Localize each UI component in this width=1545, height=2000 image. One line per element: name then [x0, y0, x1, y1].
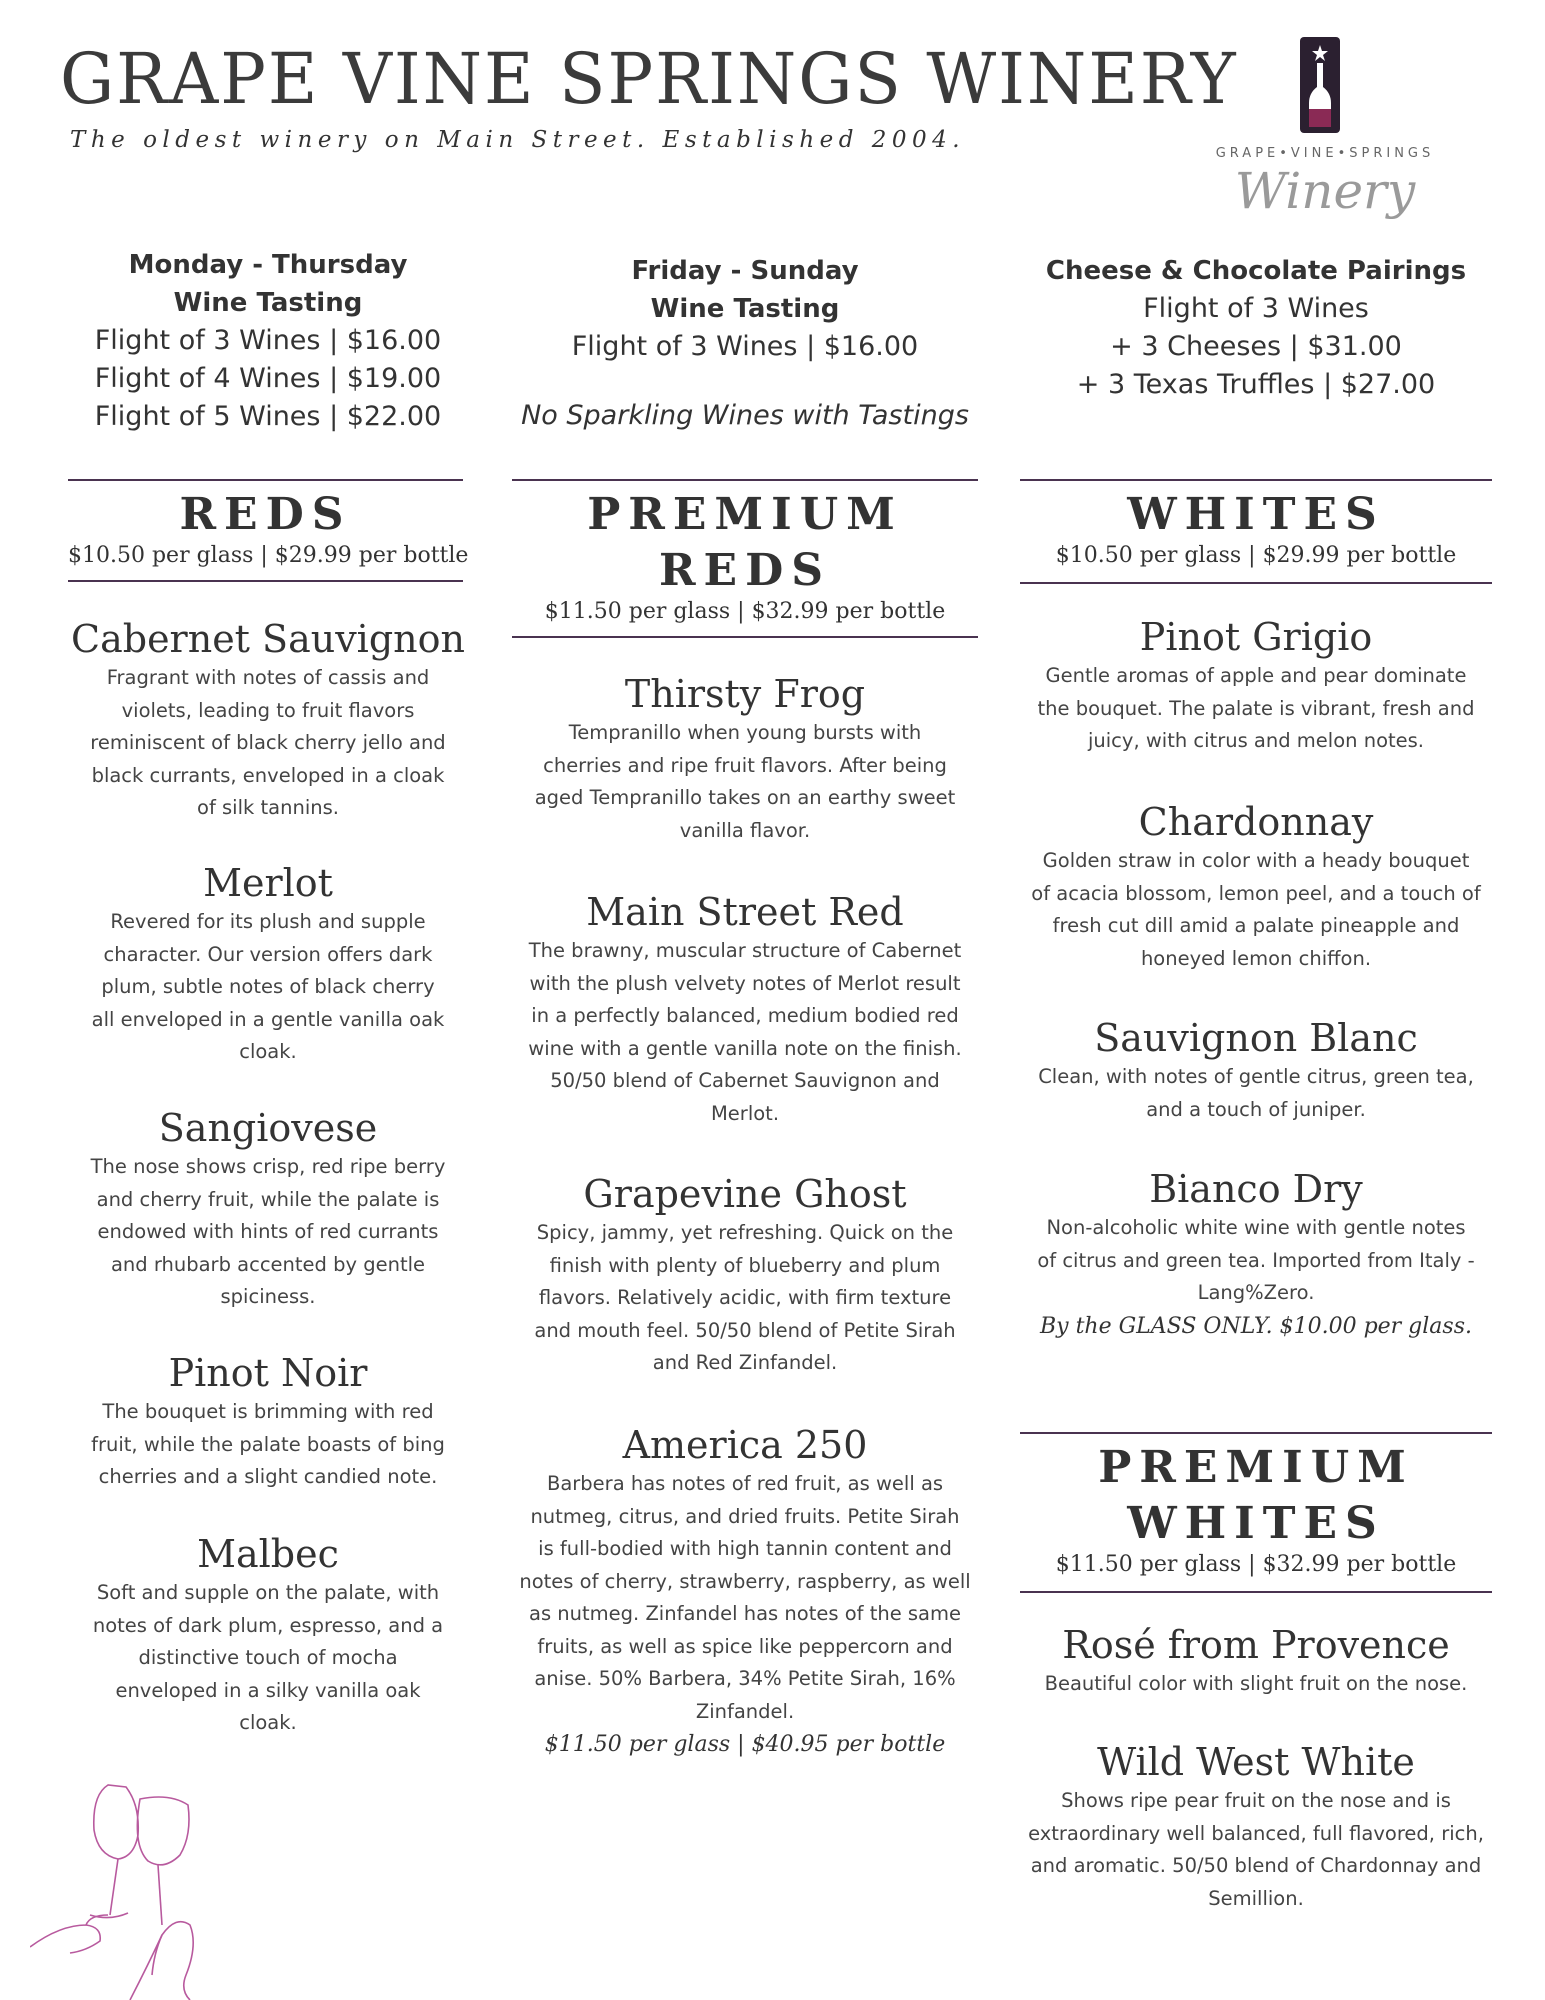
premium-whites-header	[1020, 1440, 1492, 1577]
premium-whites-bottom-rule	[1020, 1591, 1492, 1593]
wine-desc-line: of silk tannins.	[197, 796, 339, 819]
logo-script-text: Winery	[1234, 162, 1416, 220]
wine-desc-line: Beautiful color with slight fruit on the nose.	[1044, 1672, 1468, 1695]
wine-desc-line: the bouquet. The palate is vibrant, fresh and	[1037, 696, 1475, 720]
wine-desc-line: and a touch of juniper.	[1146, 1097, 1366, 1121]
wine-desc-line: anise. 50% Barbera, 34% Petite Sirah, 16%	[534, 1667, 956, 1690]
wine-desc-line: and rhubarb accented by gentle	[110, 1252, 426, 1276]
wine-desc-line: vanilla flavor.	[679, 818, 811, 842]
wine-wild-west-white	[1020, 1739, 1492, 1915]
weekday-tasting	[68, 246, 468, 436]
wine-name: Chardonnay	[1138, 800, 1374, 844]
wine-desc-line: aged Tempranillo takes on an earthy sweet	[534, 786, 956, 809]
wine-desc-line: flavors. Relatively acidic, with firm texture	[538, 1286, 952, 1309]
wine-desc-line: black currants, enveloped in a cloak	[91, 763, 445, 787]
premium-reds-price: $11.50 per glass | $32.99 per bottle	[544, 599, 946, 624]
wine-desc-line: all enveloped in a gentle vanilla oak	[91, 1007, 445, 1031]
wine-desc-line: is full-bodied with high tannin content and	[538, 1537, 952, 1560]
wine-desc-line: spiciness.	[220, 1285, 316, 1308]
wine-name: Wild West White	[1097, 1740, 1415, 1784]
weekend-heading-line1: Friday - Sunday	[631, 256, 859, 286]
reds-bottom-rule	[68, 580, 463, 582]
wine-desc-line: Revered for its plush and supple	[110, 910, 426, 933]
wine-desc-line: and aromatic. 50/50 blend of Chardonnay and	[1030, 1854, 1482, 1877]
america-250-price: $11.50 per glass | $40.95 per bottle	[544, 1732, 946, 1757]
pairings-tasting	[1020, 252, 1492, 404]
weekend-flight-3: Flight of 3 Wines | $16.00	[571, 331, 919, 362]
wine-bottle-icon	[1300, 37, 1340, 133]
wine-name: Cabernet Sauvignon	[71, 617, 465, 661]
wine-desc-line: extraordinary well balanced, full flavored, rich,	[1028, 1821, 1484, 1845]
wine-desc-line: Gentle aromas of apple and pear dominate	[1045, 664, 1467, 687]
whites-title: WHITES	[1127, 489, 1385, 540]
wine-desc-line: enveloped in a silky vanilla oak	[115, 1678, 421, 1702]
reds-header	[68, 487, 469, 568]
wine-desc-line: The brawny, muscular structure of Cabernet	[528, 939, 962, 962]
wine-desc-line: fresh cut dill amid a palate pineapple and	[1052, 914, 1460, 937]
wine-desc-line: nutmeg, citrus, and dried fruits. Petite Sirah	[530, 1504, 960, 1528]
wine-malbec	[68, 1531, 468, 1740]
bianco-dry-note: By the GLASS ONLY. $10.00 per glass.	[1040, 1313, 1472, 1339]
wine-desc-line: of acacia blossom, lemon peel, and a touch of	[1031, 881, 1481, 905]
wine-desc-line: Lang%Zero.	[1197, 1281, 1315, 1304]
wine-name: Thirsty Frog	[624, 672, 866, 716]
wine-desc-line: notes of cherry, strawberry, raspberry, as well	[519, 1569, 971, 1593]
wine-desc-line: cloak.	[239, 1711, 297, 1734]
wine-desc-line: in a perfectly balanced, medium bodied red	[531, 1004, 959, 1027]
wine-sangiovese	[68, 1105, 468, 1314]
wine-desc-line: Non-alcoholic white wine with gentle notes	[1046, 1216, 1466, 1239]
pairings-heading: Cheese & Chocolate Pairings	[1045, 256, 1467, 286]
wine-desc-line: Spicy, jammy, yet refreshing. Quick on the	[536, 1221, 954, 1244]
wine-glass-icon	[137, 1797, 189, 1925]
wine-desc-line: cherries and ripe fruit flavors. After being	[543, 753, 947, 777]
wine-thirsty-frog	[512, 671, 978, 847]
whites-bottom-rule	[1020, 582, 1492, 584]
tagline: The oldest winery on Main Street. Established 2004.	[70, 127, 966, 153]
wine-rose-from-provence	[1020, 1622, 1492, 1701]
wine-desc-line: with the plush velvety notes of Merlot result	[529, 971, 961, 995]
wine-cabernet-sauvignon	[68, 616, 468, 825]
reds-top-rule	[68, 479, 463, 481]
whites-price: $10.50 per glass | $29.99 per bottle	[1055, 543, 1457, 568]
premium-reds-title-line1: PREMIUM	[587, 489, 903, 540]
wine-desc-line: distinctive touch of mocha	[138, 1646, 398, 1669]
wine-name: Pinot Noir	[168, 1351, 368, 1395]
wine-desc-line: character. Our version offers dark	[103, 942, 433, 966]
wine-name: America 250	[622, 1423, 868, 1467]
wine-name: Bianco Dry	[1149, 1167, 1363, 1211]
wine-desc-line: Barbera has notes of red fruit, as well as	[546, 1472, 944, 1495]
wine-desc-line: Fragrant with notes of cassis and	[106, 666, 430, 689]
wine-america-250	[512, 1422, 978, 1757]
wine-desc-line: cloak.	[239, 1040, 297, 1063]
wine-desc-line: plum, subtle notes of black cherry	[101, 975, 435, 998]
weekday-flight-5: Flight of 5 Wines | $22.00	[94, 401, 442, 432]
page-title: GRAPE VINE SPRINGS WINERY	[60, 38, 1238, 120]
wine-desc-line: cherries and a slight candied note.	[98, 1465, 438, 1488]
toasting-glasses-illustration	[30, 1775, 230, 2000]
pairings-line-3: + 3 Texas Truffles | $27.00	[1076, 369, 1436, 400]
wine-desc-line: as nutmeg. Zinfandel has notes of the same	[529, 1602, 961, 1625]
wine-desc-line: Soft and supple on the palate, with	[96, 1581, 440, 1604]
wine-desc-line: Tempranillo when young bursts with	[568, 721, 922, 744]
weekend-heading-line2: Wine Tasting	[650, 294, 840, 324]
wine-desc-line: fruits, as well as spice like peppercorn and	[537, 1634, 953, 1658]
premium-reds-header	[512, 487, 978, 624]
premium-reds-bottom-rule	[512, 636, 978, 638]
pairings-line-2: + 3 Cheeses | $31.00	[1110, 331, 1402, 362]
wine-desc-line: The bouquet is brimming with red	[102, 1400, 434, 1423]
wine-desc-line: Golden straw in color with a heady bouquet	[1042, 849, 1470, 872]
premium-reds-top-rule	[512, 479, 978, 481]
wine-desc-line: and cherry fruit, while the palate is	[96, 1187, 440, 1211]
wine-desc-line: of citrus and green tea. Imported from Italy -	[1037, 1248, 1475, 1272]
wine-chardonnay	[1020, 799, 1492, 975]
weekday-heading-line2: Wine Tasting	[173, 288, 363, 318]
wine-name: Merlot	[203, 861, 333, 905]
winery-logo	[1205, 35, 1445, 255]
premium-whites-title-line1: PREMIUM	[1098, 1442, 1414, 1493]
wine-desc-line: Shows ripe pear fruit on the nose and is	[1061, 1789, 1451, 1812]
whites-header	[1020, 487, 1492, 568]
wine-desc-line: finish with plenty of blueberry and plum	[549, 1253, 941, 1277]
wine-desc-line: juicy, with citrus and melon notes.	[1087, 729, 1424, 752]
wine-desc-line: and Red Zinfandel.	[652, 1351, 838, 1374]
wine-name: Sauvignon Blanc	[1094, 1016, 1418, 1060]
weekday-heading-line1: Monday - Thursday	[128, 250, 408, 280]
logo-top-text: GRAPE•VINE•SPRINGS	[1215, 146, 1435, 161]
wine-desc-line: violets, leading to fruit flavors	[121, 698, 415, 722]
wine-desc-line: endowed with hints of red currants	[97, 1220, 439, 1243]
wine-desc-line: notes of dark plum, espresso, and a	[92, 1613, 444, 1637]
wine-desc-line: Clean, with notes of gentle citrus, green tea,	[1038, 1065, 1474, 1088]
wine-pinot-grigio	[1020, 614, 1492, 758]
wine-desc-line: and mouth feel. 50/50 blend of Petite Sirah	[534, 1318, 956, 1342]
wine-name: Malbec	[197, 1532, 339, 1576]
wine-name: Pinot Grigio	[1139, 615, 1373, 659]
whites-top-rule	[1020, 479, 1492, 481]
weekday-flight-4: Flight of 4 Wines | $19.00	[94, 363, 442, 394]
premium-reds-title-line2: REDS	[658, 545, 832, 596]
premium-whites-top-rule	[1020, 1432, 1492, 1434]
reds-price: $10.50 per glass | $29.99 per bottle	[68, 543, 469, 568]
wine-desc-line: fruit, while the palate boasts of bing	[91, 1432, 445, 1456]
wine-desc-line: Zinfandel.	[695, 1699, 795, 1723]
reds-title: REDS	[179, 489, 352, 540]
wine-desc-line: Merlot.	[710, 1101, 780, 1125]
premium-whites-price: $11.50 per glass | $32.99 per bottle	[1055, 1552, 1457, 1577]
tasting-note: No Sparkling Wines with Tastings	[521, 400, 969, 431]
wine-name: Sangiovese	[158, 1106, 378, 1150]
wine-name: Rosé from Provence	[1062, 1623, 1450, 1667]
wine-desc-line: honeyed lemon chiffon.	[1140, 946, 1372, 970]
wine-desc-line: wine with a gentle vanilla note on the finish.	[528, 1036, 962, 1060]
wine-desc-line: The nose shows crisp, red ripe berry	[90, 1155, 446, 1178]
wine-sauvignon-blanc	[1020, 1015, 1492, 1126]
weekday-flight-3: Flight of 3 Wines | $16.00	[94, 325, 442, 356]
wine-desc-line: reminiscent of black cherry jello and	[90, 731, 446, 754]
wine-glass-icon	[90, 1785, 138, 1918]
wine-main-street-red	[512, 889, 978, 1130]
wine-merlot	[68, 860, 468, 1069]
wine-bianco-dry	[1020, 1166, 1492, 1339]
wine-desc-line: Semillion.	[1208, 1886, 1304, 1910]
weekend-tasting	[512, 252, 978, 431]
wine-grapevine-ghost	[512, 1171, 978, 1380]
wine-pinot-noir	[68, 1350, 468, 1494]
wine-name: Main Street Red	[586, 890, 904, 934]
pairings-line-1: Flight of 3 Wines	[1143, 293, 1369, 324]
premium-whites-title-line2: WHITES	[1127, 1498, 1385, 1549]
wine-name: Grapevine Ghost	[583, 1172, 907, 1216]
wine-desc-line: 50/50 blend of Cabernet Sauvignon and	[550, 1069, 940, 1092]
